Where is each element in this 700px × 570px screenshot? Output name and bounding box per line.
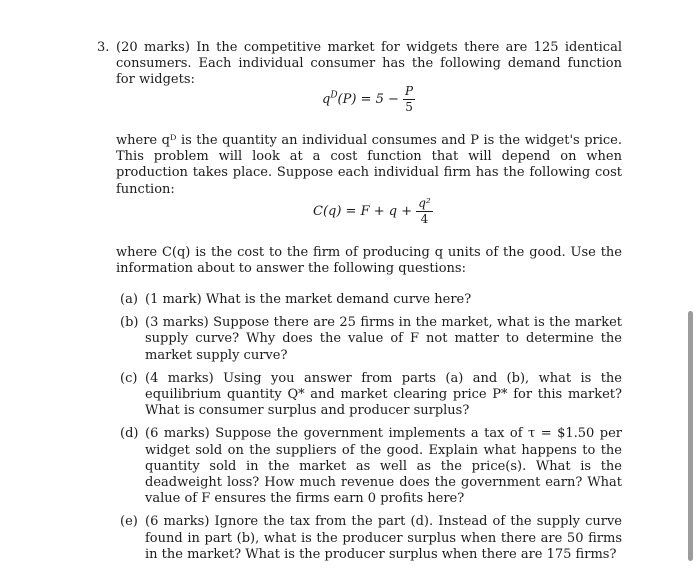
question-part-d bbox=[116, 426, 622, 507]
demand-eq-lhs: q bbox=[322, 92, 331, 107]
part-label: (e) bbox=[120, 514, 138, 530]
demand-eq-fraction bbox=[403, 84, 415, 115]
vertical-scrollbar[interactable] bbox=[688, 311, 693, 561]
question-part-a bbox=[116, 292, 622, 308]
cost-eq-numerator: q² bbox=[418, 196, 431, 210]
demand-equation bbox=[322, 84, 415, 115]
question-number: 3. bbox=[97, 40, 110, 55]
part-text: (6 marks) Suppose the government implements a tax of τ = $1.50 per widget sold on the suppliers of the good. Explain what happens to the quantity sold in the market as well as the price(s). What is the deadweight loss? How much revenue does the government earn? What value of F ensures the firms earn 0 profits here? bbox=[145, 426, 622, 507]
question-part-e bbox=[116, 514, 622, 563]
part-label: (b) bbox=[120, 315, 139, 331]
cost-eq-lhs: C(q) = F + q + bbox=[313, 204, 413, 219]
cost-eq-fraction bbox=[416, 196, 433, 227]
demand-explanation: where qᴰ is the quantity an individual consumes and P is the widget's price. This problem will look at a cost function that will depend on when production takes place. Suppose each individual firm has the following cost function: bbox=[116, 133, 622, 197]
cost-explanation: where C(q) is the cost to the firm of producing q units of the good. Use the information about to answer the following questions: bbox=[116, 245, 622, 277]
part-text: (3 marks) Suppose there are 25 firms in the market, what is the market supply curve? Why does the value of F not matter to determine the market supply curve? bbox=[145, 315, 622, 363]
demand-eq-arg: (P) = 5 − bbox=[337, 92, 399, 107]
part-text: (6 marks) Ignore the tax from the part (d). Instead of the supply curve found in part (b), what is the producer surplus when there are 50 firms in the market? What is the producer surplus when there are 175 firms? bbox=[145, 514, 622, 562]
part-text: (4 marks) Using you answer from parts (a) and (b), what is the equilibrium quantity Q* and market clearing price P* for this market? What is consumer surplus and producer surplus? bbox=[145, 370, 622, 419]
question-intro: (20 marks) In the competitive market for widgets there are 125 identical consumers. Each individual consumer has the following demand function for widgets: bbox=[116, 40, 622, 88]
part-label: (d) bbox=[120, 426, 139, 442]
part-text: (1 mark) What is the market demand curve here? bbox=[145, 292, 472, 307]
cost-eq-denominator: 4 bbox=[420, 212, 429, 226]
question-parts-list bbox=[116, 292, 622, 570]
part-label: (c) bbox=[120, 370, 138, 386]
question-part-c bbox=[116, 371, 622, 420]
question-part-b bbox=[116, 315, 622, 364]
part-label: (a) bbox=[120, 292, 138, 307]
demand-eq-sup: D bbox=[330, 90, 338, 101]
cost-equation bbox=[313, 196, 433, 227]
demand-eq-denominator: 5 bbox=[405, 100, 413, 114]
demand-eq-numerator: P bbox=[405, 84, 414, 98]
